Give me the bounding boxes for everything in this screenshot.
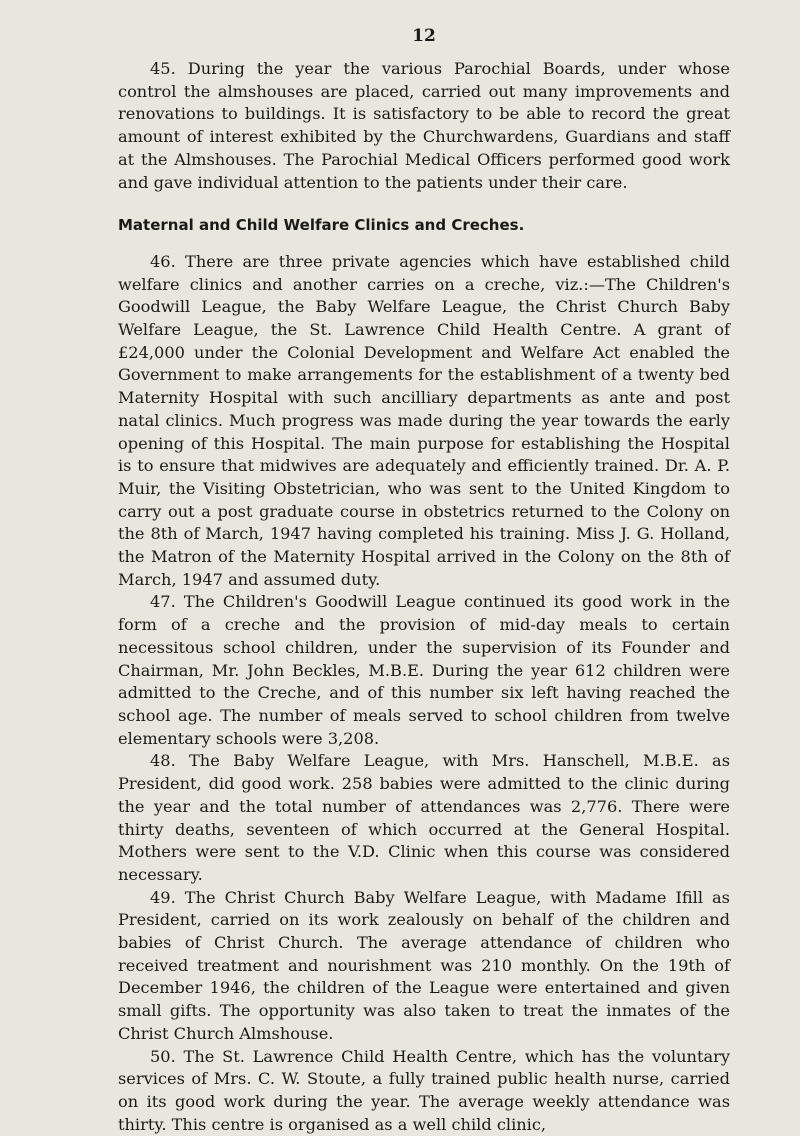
paragraph-47: 47. The Children's Goodwill League continued its good work in the form of a creche and the provision of mid-day meals to certain necessitous school children, under the supervision of its Founder and Chairman, Mr. John Beckles, M.B.E. During the year 612 children were admitted to the Creche, and of this number six left having reached the school age. The number of meals served to school children from twelve elementary schools were 3,208.: [118, 592, 730, 748]
section-heading: Maternal and Child Welfare Clinics and Creches.: [118, 216, 525, 235]
paragraph-49: 49. The Christ Church Baby Welfare League, with Madame Ifill as President, carried on its work zealously on behalf of the children and babies of Christ Church. The average attendance of children who received treatment and nourishment was 210 monthly. On the 19th of December 1946, the children of the League were entertained and given small gifts. The opportunity was also taken to treat the inmates of the Christ Church Almshouse.: [118, 887, 730, 1043]
paragraph-48: 48. The Baby Welfare League, with Mrs. Hanschell, M.B.E. as President, did good work. 258 babies were admitted to the clinic during the year and the total number of attendances was 2,776. There were thirty deaths, seventeen of which occurred at the General Hospital. Mothers were sent to the V.D. Clinic when this course was considered necessary.: [118, 751, 730, 884]
paragraph-46: 46. There are three private agencies which have established child welfare clinics and another carries on a creche, viz.:—The Children's Goodwill League, the Baby Welfare League, the Christ Church Baby Welfare League, the St. Lawrence Child Health Centre. A grant of £24,000 under the Colonial Development and Welfare Act enabled the Government to make arrangements for the establishment of a twenty bed Maternity Hospital with such ancilliary departments as ante and post natal clinics. Much progress was made during the year towards the early opening of this Hospital. The main purpose for establishing the Hospital is to ensure that midwives are adequately and efficiently trained. Dr. A. P. Muir, the Visiting Obstetrician, who was sent to the United Kingdom to carry out a post graduate course in obstetrics returned to the Colony on the 8th of March, 1947 having completed his training. Miss J. G. Holland, the Matron of the Maternity Hospital arrived in the Colony on the 8th of March, 1947 and assumed duty.: [118, 251, 730, 589]
paragraph-45: 45. During the year the various Parochial Boards, under whose control the almshouses are placed, carried out many improvements and renovations to buildings. It is satisfactory to be able to record the great amount of interest exhibited by the Churchwardens, Guardians and staff at the Almshouses. The Parochial Medical Officers performed good work and gave individual attention to the patients under their care.: [118, 59, 730, 192]
page-number: 12: [412, 26, 436, 46]
paragraph-50: 50. The St. Lawrence Child Health Centre, which has the voluntary services of Mrs. C. W. Stoute, a fully trained public health nurse, carried on its good work during the year. The average weekly attendance was thirty. This centre is organised as a well child clinic,: [118, 1046, 730, 1134]
section-gap: [118, 194, 730, 214]
